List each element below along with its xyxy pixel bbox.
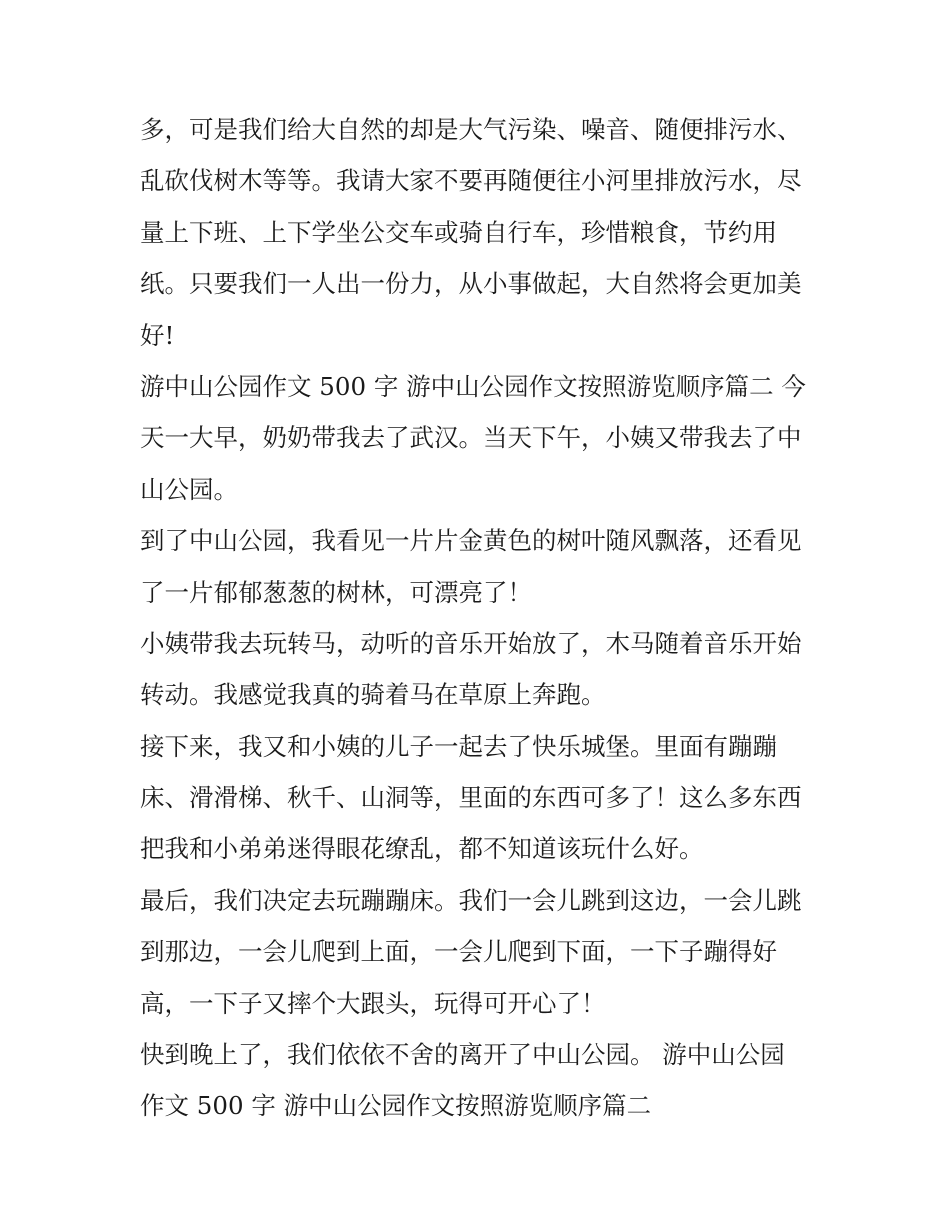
text-line: 到那边，一会儿爬到上面，一会儿爬到下面，一下子蹦得好 bbox=[140, 937, 777, 967]
text-line: 游中山公园作文 500 字 游中山公园作文按照游览顺序篇二 今 bbox=[140, 371, 806, 401]
text-line: 纸。只要我们一人出一份力，从小事做起，大自然将会更加美 bbox=[140, 269, 802, 299]
text-line: 快到晚上了，我们依依不舍的离开了中山公园。 游中山公园 bbox=[140, 1040, 785, 1070]
text-line: 最后，我们决定去玩蹦蹦床。我们一会儿跳到这边，一会儿跳 bbox=[140, 885, 802, 915]
text-line: 把我和小弟弟迷得眼花缭乱，都不知道该玩什么好。 bbox=[140, 834, 704, 864]
text-line: 高，一下子又摔个大跟头，玩得可开心了！ bbox=[140, 988, 606, 1018]
text-line: 乱砍伐树木等等。我请大家不要再随便往小河里排放污水，尽 bbox=[140, 166, 802, 196]
text-line: 了一片郁郁葱葱的树林，可漂亮了！ bbox=[140, 577, 532, 607]
text-line: 天一大早，奶奶带我去了武汉。当天下午，小姨又带我去了中 bbox=[140, 423, 802, 453]
text-line: 床、滑滑梯、秋千、山洞等，里面的东西可多了！这么多东西 bbox=[140, 783, 802, 813]
text-line: 山公园。 bbox=[140, 474, 238, 504]
text-line: 到了中山公园，我看见一片片金黄色的树叶随风飘落，还看见 bbox=[140, 526, 802, 556]
text-line: 多，可是我们给大自然的却是大气污染、噪音、随便排污水、 bbox=[140, 115, 802, 144]
text-line: 量上下班、上下学坐公交车或骑自行车，珍惜粮食，节约用 bbox=[140, 217, 777, 247]
text-line: 小姨带我去玩转马，动听的音乐开始放了，木马随着音乐开始 bbox=[140, 628, 802, 658]
text-line: 接下来，我又和小姨的儿子一起去了快乐城堡。里面有蹦蹦 bbox=[140, 731, 777, 761]
text-line: 好! bbox=[140, 320, 175, 350]
text-line: 作文 500 字 游中山公园作文按照游览顺序篇二 bbox=[140, 1091, 652, 1121]
text-line: 转动。我感觉我真的骑着马在草原上奔跑。 bbox=[140, 680, 606, 710]
document-body bbox=[140, 104, 815, 1132]
